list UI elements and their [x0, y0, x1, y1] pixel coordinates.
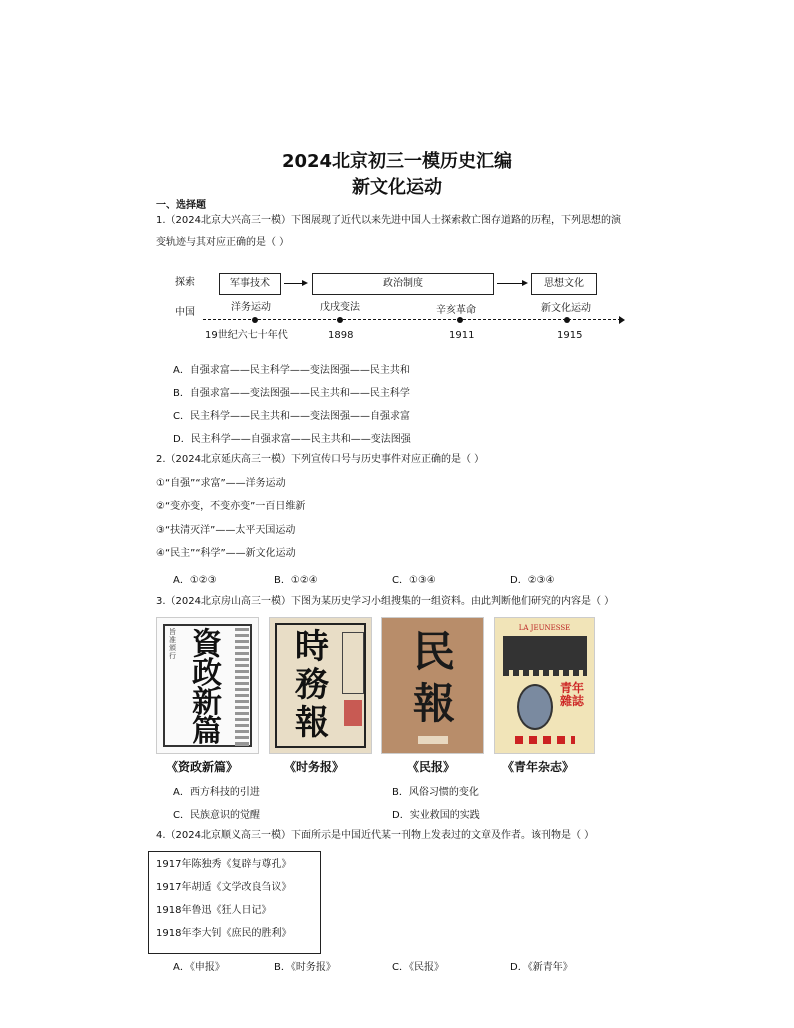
q4-option-b[interactable]: B．《时务报》 [274, 962, 336, 973]
page-title: 2024北京初三一模历史汇编 [281, 151, 513, 172]
arrow-line [497, 283, 524, 284]
box-political-label: 政治制度 [383, 278, 423, 289]
q2-item: ④“民主”“科学”——新文化运动 [156, 548, 296, 559]
image-zizheng-xinpian [156, 617, 259, 754]
image-art-text: 時務報 [295, 627, 329, 743]
image-caption: 《时务报》 [284, 760, 345, 774]
diagram-box-political [312, 273, 494, 295]
timeline-dot [564, 317, 570, 323]
diagram-box-culture [531, 273, 597, 295]
diagram-box-military [219, 273, 281, 295]
q1-option-b[interactable]: B．自强求富——变法图强——民主共和——民主科学 [173, 388, 410, 399]
q3-option-d[interactable]: D．实业救国的实践 [392, 810, 480, 821]
event-label: 戊戌变法 [320, 302, 360, 313]
q4-article: 1917年胡适《文学改良刍议》 [156, 882, 292, 893]
timeline-dot [337, 317, 343, 323]
diagram-label-china: 中国 [175, 307, 195, 318]
q1-option-d[interactable]: D．民主科学——自强求富——民主共和——变法图强 [173, 434, 411, 445]
image-caption: 《青年杂志》 [502, 760, 575, 774]
q2-item: ③“扶清灭洋”——太平天国运动 [156, 525, 296, 536]
image-banner-text: LA JEUNESSE [518, 624, 571, 632]
image-caption: 《民报》 [407, 760, 456, 774]
year-label: 19世纪六七十年代 [205, 330, 288, 341]
year-label: 1911 [449, 330, 475, 341]
timeline-axis [203, 319, 621, 320]
q2-option-a[interactable]: A．①②③ [173, 575, 217, 586]
q2-option-b[interactable]: B．①②④ [274, 575, 318, 586]
diagram-label-explore: 探索 [175, 277, 195, 288]
q2-option-d[interactable]: D．②③④ [510, 575, 555, 586]
year-label: 1898 [328, 330, 354, 341]
event-label: 新文化运动 [541, 303, 591, 314]
q4-option-d[interactable]: D．《新青年》 [510, 962, 573, 973]
image-min-bao [381, 617, 484, 754]
q1-stem-line2: 变轨迹与其对应正确的是（ ） [156, 237, 290, 248]
image-art-text: 青年雜誌 [559, 681, 584, 708]
image-art-text: 民報 [412, 627, 455, 728]
q1-option-c[interactable]: C．民主科学——民主共和——变法图强——自强求富 [173, 411, 410, 422]
event-label: 辛亥革命 [436, 305, 476, 316]
q3-option-c[interactable]: C．民族意识的觉醒 [173, 810, 260, 821]
q1-option-a[interactable]: A．自强求富——民主科学——变法图强——民主共和 [173, 365, 410, 376]
page-subtitle: 新文化运动 [352, 177, 442, 198]
q4-option-a[interactable]: A．《申报》 [173, 962, 225, 973]
image-caption: 《资政新篇》 [166, 760, 239, 774]
q3-option-b[interactable]: B．风俗习惯的变化 [392, 787, 479, 798]
section-heading: 一、选择题 [156, 200, 206, 211]
arrow-head-icon [302, 280, 308, 286]
q4-option-c[interactable]: C．《民报》 [392, 962, 444, 973]
image-shiwu-bao [269, 617, 372, 754]
box-military-label: 军事技术 [230, 278, 270, 289]
arrow-head-icon [522, 280, 528, 286]
q4-article: 1918年鲁迅《狂人日记》 [156, 905, 272, 916]
timeline-dot [252, 317, 258, 323]
q3-option-a[interactable]: A．西方科技的引进 [173, 787, 260, 798]
image-side-text: 旨准頒行 [169, 628, 176, 660]
year-label: 1915 [557, 330, 583, 341]
timeline-dot [457, 317, 463, 323]
q2-option-c[interactable]: C．①③④ [392, 575, 436, 586]
q1-stem-line1: 1.（2024北京大兴高三一模）下图展现了近代以来先进中国人士探索救亡图存道路的历程，下列思想的演 [156, 215, 621, 226]
q2-item: ②“变亦变，不变亦变”一百日维新 [156, 501, 306, 512]
q4-stem: 4.（2024北京顺义高三一模）下面所示是中国近代某一刊物上发表过的文章及作者。该刊物是（ ） [156, 830, 595, 841]
timeline-arrow-icon [619, 316, 625, 324]
event-label: 洋务运动 [231, 302, 271, 313]
q2-item: ①“自强”“求富”——洋务运动 [156, 478, 286, 489]
q2-stem: 2.（2024北京延庆高三一模）下列宣传口号与历史事件对应正确的是（ ） [156, 454, 485, 465]
image-qingnian-zazhi [494, 617, 595, 754]
box-culture-label: 思想文化 [544, 278, 584, 289]
q4-article: 1917年陈独秀《复辟与尊孔》 [156, 859, 292, 870]
image-art-text: 資政新篇 [192, 627, 222, 749]
q3-stem: 3.（2024北京房山高三一模）下图为某历史学习小组搜集的一组资料。由此判断他们研究的内容是（ ） [156, 596, 615, 607]
q4-article: 1918年李大钊《庶民的胜利》 [156, 928, 292, 939]
arrow-line [284, 283, 304, 284]
